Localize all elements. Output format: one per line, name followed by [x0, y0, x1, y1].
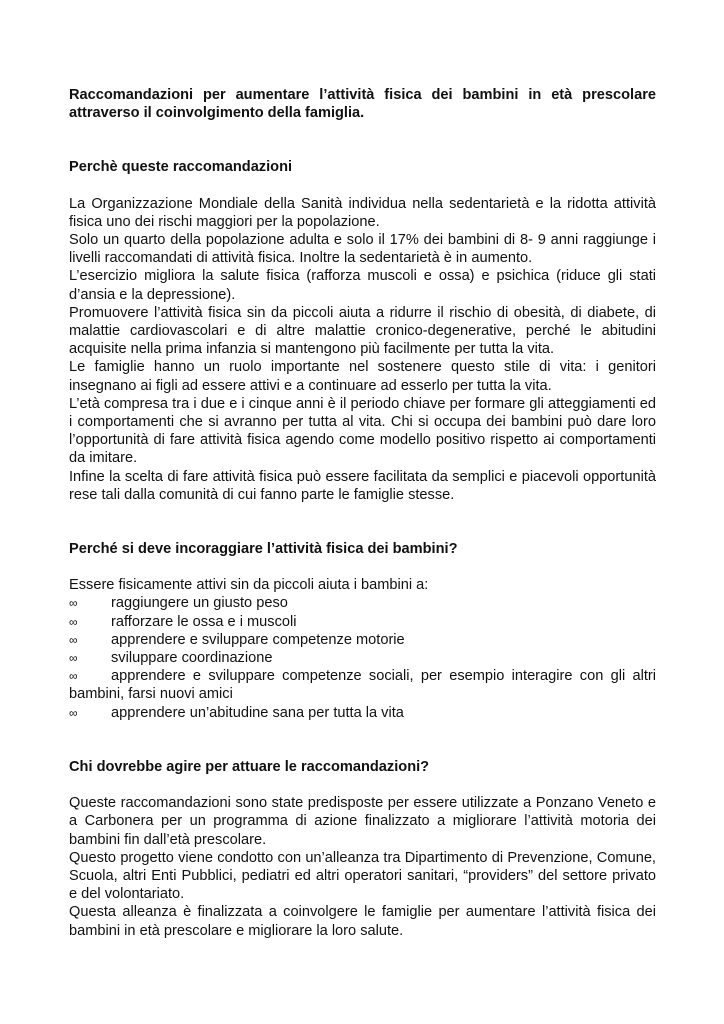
list-item: [69, 613, 656, 631]
infinity-bullet-icon: ∞: [69, 614, 78, 629]
paragraph: Le famiglie hanno un ruolo importante nel sostenere questo stile di vita: i genitori insegnano ai figli ad essere attivi e a continuare ad esserlo per tutta la vita.: [69, 359, 656, 394]
list-item: [69, 704, 656, 722]
list-intro: Essere fisicamente attivi sin da piccoli aiuta i bambini a:: [69, 577, 429, 594]
infinity-bullet-icon: ∞: [69, 596, 78, 611]
list-item-text: apprendere e sviluppare competenze motorie: [111, 631, 405, 648]
infinity-bullet-icon: ∞: [69, 651, 78, 666]
paragraph: Solo un quarto della popolazione adulta e solo il 17% dei bambini di 8- 9 anni raggiunge i livelli raccomandati di attività fisica. Inoltre la sedentarietà è in aumento.: [69, 232, 656, 267]
paragraph: Queste raccomandazioni sono state predisposte per essere utilizzate a Ponzano Veneto e a Carbonera per un programma di azione finalizzato a migliorare l’attività motoria dei bambini fin dall’età prescolare.: [69, 795, 656, 848]
paragraph: Promuovere l’attività fisica sin da piccoli aiuta a ridurre il rischio di obesità, di diabete, di malattie cardiovascolari e di altre malattie cronico-degenerative, perché le abitudini acquisite nella prima infanzia si mantengono più facilmente per tutta la vita.: [69, 304, 656, 358]
list-item-text: sviluppare coordinazione: [111, 650, 273, 667]
list-item-text: raggiungere un giusto peso: [111, 595, 288, 612]
section-heading: Perché si deve incoraggiare l’attività fisica dei bambini?: [69, 541, 458, 558]
paragraph: L’esercizio migliora la salute fisica (rafforza muscoli e ossa) e psichica (riduce gli stati d’ansia e la depressione).: [69, 268, 656, 303]
section-heading: Chi dovrebbe agire per attuare le raccomandazioni?: [69, 758, 430, 775]
list-item-text: apprendere e sviluppare competenze sociali, per esempio interagire con gli altri bambini, farsi nuovi amici: [69, 668, 656, 703]
paragraph: La Organizzazione Mondiale della Sanità individua nella sedentarietà e la ridotta attività fisica uno dei rischi maggiori per la popolazione.: [69, 195, 656, 230]
list-item: [69, 631, 656, 649]
infinity-bullet-icon: ∞: [69, 669, 78, 684]
section-heading: Perchè queste raccomandazioni: [69, 159, 293, 176]
list-item-text: rafforzare le ossa e i muscoli: [111, 613, 297, 630]
paragraph: Questo progetto viene condotto con un’alleanza tra Dipartimento di Prevenzione, Comune, Scuola, altri Enti Pubblici, pediatri ed altri operatori sanitari, “providers” del settore privato e del volontariato.: [69, 849, 656, 903]
infinity-bullet-icon: ∞: [69, 632, 78, 647]
document-page: [69, 86, 656, 940]
list-item: [69, 594, 656, 612]
section-why-encourage: [69, 540, 656, 722]
paragraph: L’età compresa tra i due e i cinque anni è il periodo chiave per formare gli atteggiamenti ed i comportamenti che si avranno per tutta al vita. Chi si occupa dei bambini può dare loro l’opportunità di fare attività fisica agendo come modello positivo rispetto ai comportamenti da imitare.: [69, 395, 656, 467]
paragraph: Infine la scelta di fare attività fisica può essere facilitata da semplici e piacevoli opportunità rese tali dalla comunità di cui fanno parte le famiglie stesse.: [69, 468, 656, 503]
list-item: [69, 667, 656, 703]
list-item: [69, 649, 656, 667]
section-why-recommendations: [69, 158, 656, 504]
document-title: Raccomandazioni per aumentare l’attività fisica dei bambini in età prescolare attraverso il coinvolgimento della famiglia.: [69, 87, 656, 122]
infinity-bullet-icon: ∞: [69, 705, 78, 720]
list-item-text: apprendere un’abitudine sana per tutta la vita: [111, 704, 404, 721]
paragraph: Questa alleanza è finalizzata a coinvolgere le famiglie per aumentare l’attività fisica dei bambini in età prescolare e migliorare la loro salute.: [69, 904, 656, 939]
section-who-should-act: [69, 758, 656, 940]
